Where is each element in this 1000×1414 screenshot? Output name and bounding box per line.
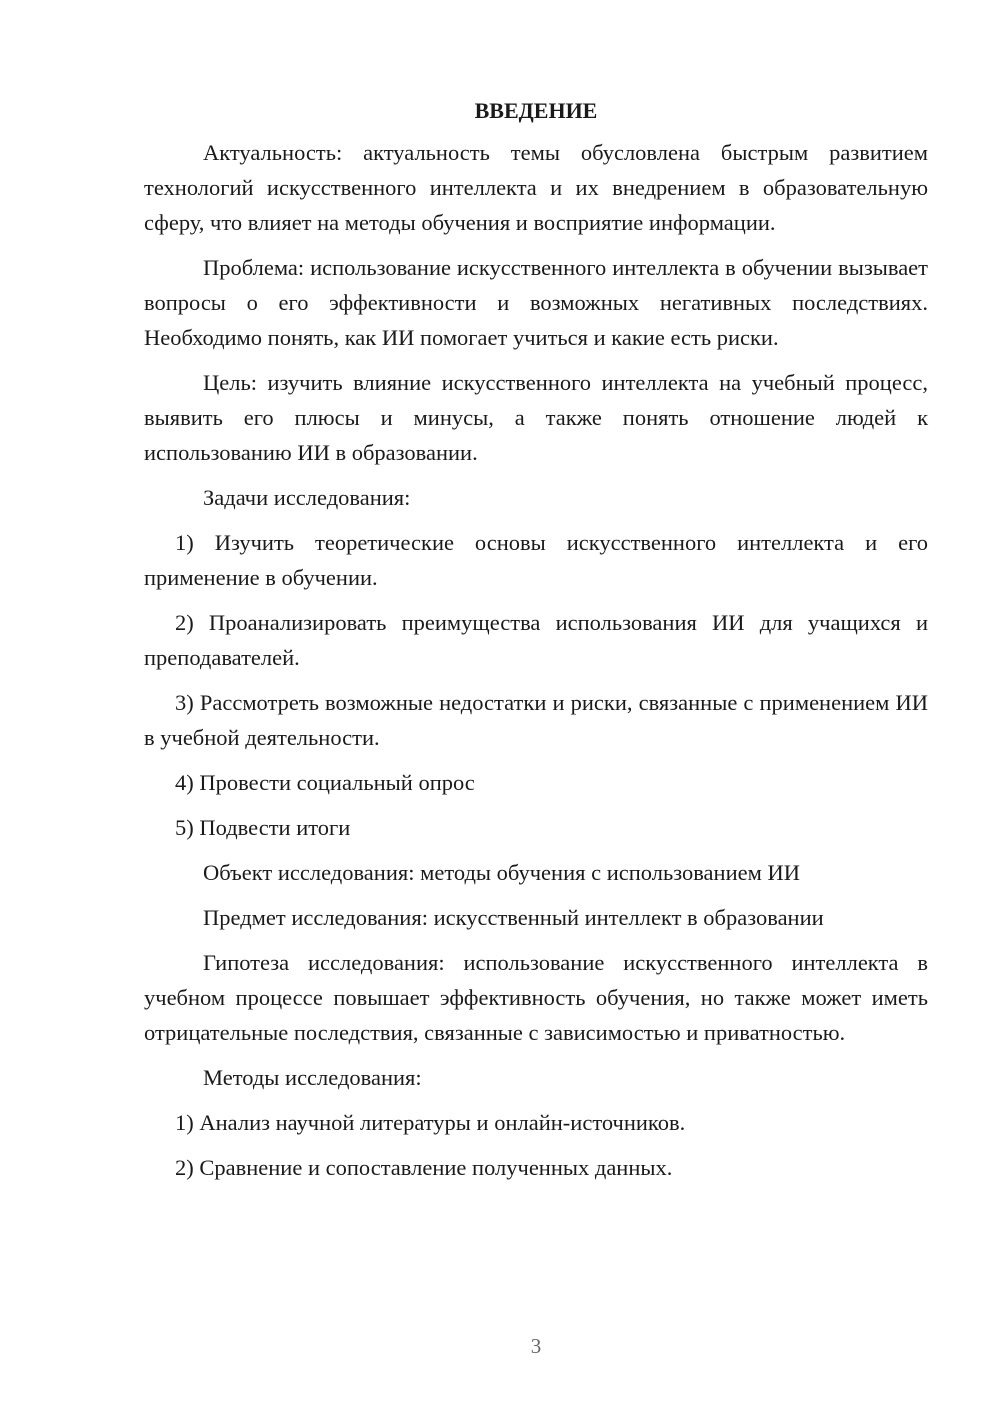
hypothesis-paragraph: Гипотеза исследования: использование искусственного интеллекта в учебном процессе повышает эффективность обучения, но также может иметь отрицательные последствия, связанные с зависимостью и приватностью.	[144, 950, 928, 1045]
task-item: 2) Проанализировать преимущества использования ИИ для учащихся и преподавателей.	[144, 610, 928, 670]
document-page	[144, 96, 928, 1195]
subject-paragraph: Предмет исследования: искусственный интеллект в образовании	[203, 905, 824, 930]
goal-paragraph: Цель: изучить влияние искусственного интеллекта на учебный процесс, выявить его плюсы и минусы, а также понять отношение людей к использованию ИИ в образовании.	[144, 370, 928, 465]
task-item: 3) Рассмотреть возможные недостатки и риски, связанные с применением ИИ в учебной деятельности.	[144, 690, 928, 750]
problem-paragraph: Проблема: использование искусственного интеллекта в обучении вызывает вопросы о его эффективности и возможных негативных последствиях. Необходимо понять, как ИИ помогает учиться и какие есть риски.	[144, 255, 928, 350]
section-title: ВВЕДЕНИЕ	[474, 98, 598, 123]
method-item: 1) Анализ научной литературы и онлайн-источников.	[175, 1110, 686, 1135]
object-paragraph: Объект исследования: методы обучения с использованием ИИ	[203, 860, 800, 885]
task-item: 5) Подвести итоги	[175, 815, 351, 840]
tasks-heading: Задачи исследования:	[203, 485, 411, 510]
method-item: 2) Сравнение и сопоставление полученных данных.	[175, 1155, 673, 1180]
task-item: 4) Провести социальный опрос	[175, 770, 475, 795]
page-number: 3	[530, 1334, 542, 1358]
relevance-paragraph: Актуальность: актуальность темы обусловлена быстрым развитием технологий искусственного интеллекта и их внедрением в образовательную сферу, что влияет на методы обучения и восприятие информации.	[144, 140, 928, 235]
task-item: 1) Изучить теоретические основы искусственного интеллекта и его применение в обучении.	[144, 530, 928, 590]
methods-heading: Методы исследования:	[203, 1065, 422, 1090]
